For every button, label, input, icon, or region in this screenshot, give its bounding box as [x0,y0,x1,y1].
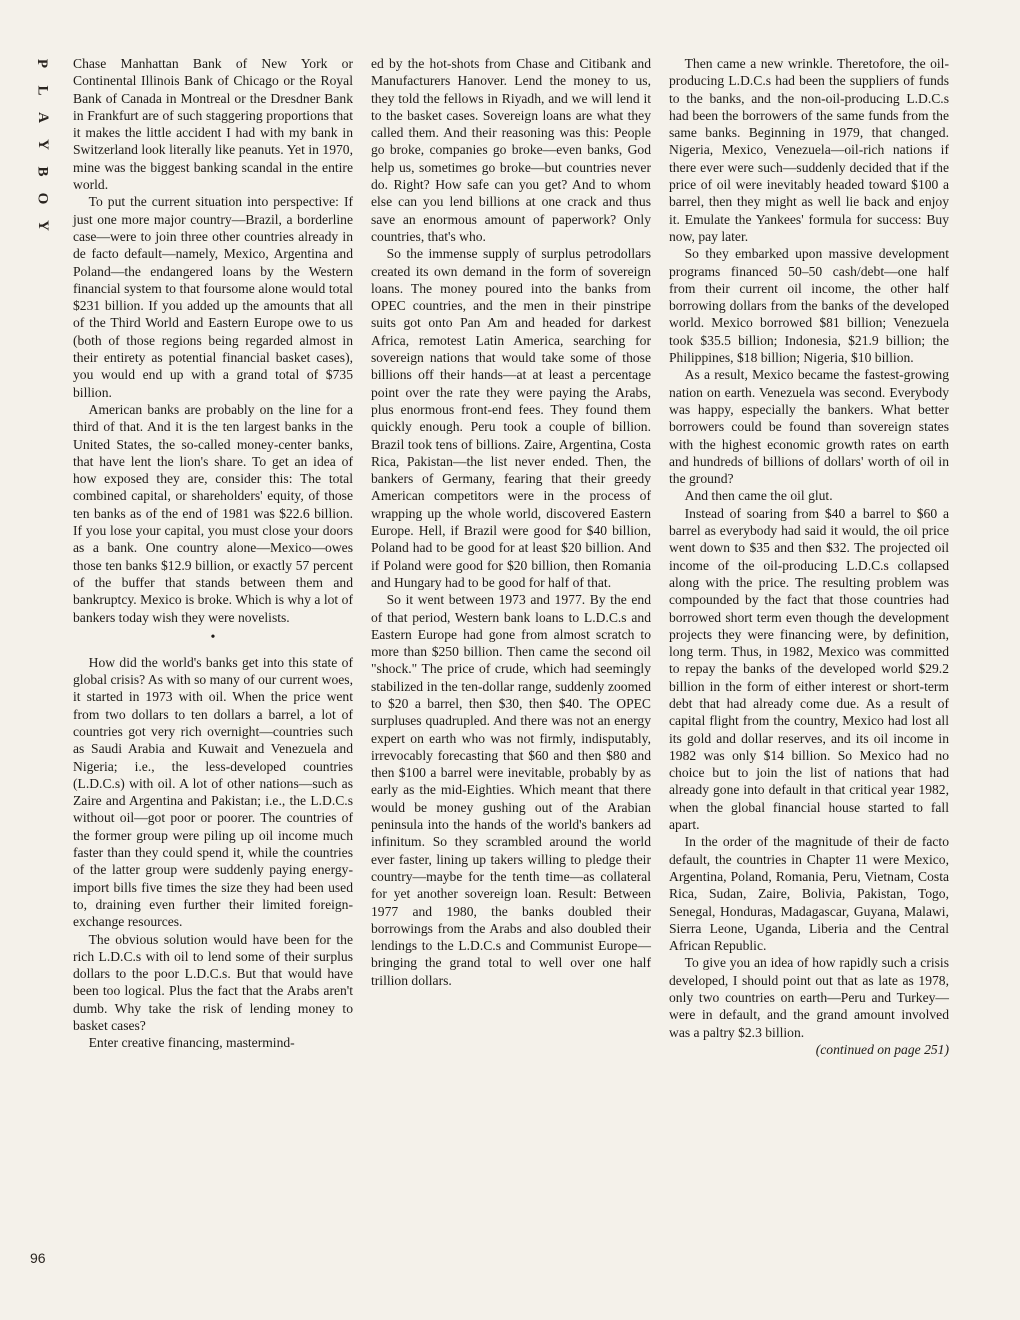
paragraph: American banks are probably on the line for a third of that. And it is the ten largest banks in the United States, the so-called money-center banks, that have lent the lion's share. To get an idea of how exposed they are, consider this: The total combined capital, or shareholders' equity, of those ten banks as of the end of 1981 was $22.6 billion. If you lose your capital, you must close your doors as a bank. One country alone—Mexico—owes those ten banks $12.9 billion, or exactly 57 percent of the buffer that stands between them and bankruptcy. Mexico is broke. Which is why a lot of bankers today wish they were novelists. [73,401,353,625]
paragraph: Instead of soaring from $40 a barrel to $60 a barrel as everybody had said it would, the oil price went down to $35 and then $32. The projected oil income of the oil-producing L.D.C.s collapsed along with the price. The resulting problem was compounded by the fact that those countries had borrowed short term even though the development projects they were financing were, by definition, long term. Thus, in 1982, Mexico was committed to repay the banks of the developed world $29.2 billion in the form of either interest or short-term debt that had already come due. As a result of capital flight from the country, Mexico had lost all its gold and dollar reserves, and its oil income in 1982 was only $14 billion. So Mexico had no choice but to join the list of nations that had already gone into default in that critical year 1982, when the global financial house started to fall apart. [669,505,949,833]
section-break-bullet: • [210,629,216,645]
masthead-letter: P [34,58,51,69]
paragraph: And then came the oil glut. [684,488,833,504]
paragraph: How did the world's banks get into this state of global crisis? As with so many of our current woes, it started in 1973 with oil. When the price went from two dollars to ten dollars a barrel, a lot of countries got very rich overnight—countries such as Saudi Arabia and Kuwait and Venezuela and Nigeria; i.e., the less-developed countries (L.D.C.s) with oil. A lot of other nations—such as Zaire and Argentina and Pakistan; i.e., the L.D.C.s without oil—got poor or poorer. The countries of the former group were piling up oil income much faster than they could spend it, while the countries of the latter group were suddenly paying energy-import bills five times the size they had been used to, draining even further their limited foreign-exchange resources. [73,654,353,930]
paragraph: The obvious solution would have been for the rich L.D.C.s with oil to lend some of their surplus dollars to the poor L.D.C.s. But that would have been too logical. Plus the fact that the Arabs aren't dumb. Why take the risk of lending money to basket cases? [73,931,353,1034]
masthead-letter: A [34,112,51,123]
paragraph: So the immense supply of surplus petrodollars created its own demand in the form of sovereign loans. The money poured into the banks from OPEC countries, and the men in their pinstripe suits got onto Pan Am and headed for darkest Africa, remotest Latin America, searching for sovereign nations that would take some of those billions off their hands—at at least a percentage point over the rate they were paying the Arabs, plus enormous front-end fees. They found them quickly enough. Peru took a couple of billion. Brazil took tens of billions. Zaire, Argentina, Costa Rica, Pakistan—the list never ended. Then, the bankers of Germany, fearing that their greedy American competitors were in the process of wrapping up the whole world, discovered Eastern Europe. Hell, if Brazil were good for $40 billion, Poland had to be good for at least $20 billion. And if Poland were good for $20 billion, then Romania and Hungary had to be good for half of that. [371,246,651,590]
paragraph: Then came a new wrinkle. Theretofore, the oil-producing L.D.C.s had been the suppliers of funds to the banks, and the non-oil-producing L.D.C.s had been the borrowers of the same funds from the same banks. Beginning in 1979, that changed. Nigeria, Mexico, Venezuela—oil-rich nations if there ever were such—suddenly decided that if the price of oil were inevitably headed toward $100 a barrel, then they might as well lie back and enjoy it. Emulate the Yankees' formula for success: Buy now, pay later. [669,56,949,244]
masthead-letter: Y [34,220,51,231]
paragraph: To give you an idea of how rapidly such a crisis developed, I should point out that as late as 1978, only two countries on earth—Peru and Turkey—were in default, and the grand amount involved was a paltry $2.3 billion. [669,955,949,1040]
masthead-letter: B [34,166,51,177]
masthead-letter: L [34,85,51,96]
page-number: 96 [30,1250,46,1266]
text-column-1 [73,55,353,1052]
masthead-vertical [28,50,56,239]
text-column-2 [371,55,651,989]
text-column-3 [669,55,949,1058]
paragraph: Chase Manhattan Bank of New York or Continental Illinois Bank of Chicago or the Royal Bank of Canada in Montreal or the Dresdner Bank in Frankfurt are of such staggering proportions that it makes the little accident I had with my bank in Switzerland look literally like peanuts. Yet in 1970, mine was the biggest banking scandal in the entire world. [73,56,353,193]
paragraph: ed by the hot-shots from Chase and Citibank and Manufacturers Hanover. Lend the money to us, they told the fellows in Riyadh, and we will lend it to the basket cases. Sovereign loans are what they called them. And their reasoning was this: People go broke, companies go broke—even banks, God help us, sometimes go broke—but countries never do. Right? How safe can you get? And to whom else can you lend billions at one crack and thus save an enormous amount of paperwork? Only countries, that's who. [371,56,651,244]
paragraph: So they embarked upon massive development programs financed 50–50 cash/debt—one half from their current oil income, the other half borrowing dollars from the banks of the developed world. Mexico borrowed $81 billion; Venezuela took $35.5 billion; Indonesia, $21.9 billion; the Philippines, $18 billion; Nigeria, $10 billion. [669,246,949,366]
paragraph: To put the current situation into perspective: If just one more major country—Brazil, a borderline case—were to join three other countries already in de facto default—namely, Mexico, Argentina and Poland—the endangered loans by the Western financial system to that foursome alone would total $231 billion. If you added up the amounts that all of the Third World and Eastern Europe owe to us (both of those regions being regarded almost in their entirety as potential financial basket cases), you would end up with a grand total of $735 billion. [73,194,353,400]
paragraph: Enter creative financing, mastermind- [88,1035,295,1051]
paragraph: So it went between 1973 and 1977. By the end of that period, Western bank loans to L.D.C.s and Eastern Europe had gone from almost scratch to more than $250 billion. Then came the second oil "shock." The price of crude, which had seemingly stabilized in the ten-dollar range, suddenly zoomed to $20 a barrel, then $30, then $40. The OPEC surpluses quadrupled. And there was not an energy expert on earth who was not firmly, indisputably, irrevocably forecasting that $60 and then $80 and then $100 a barrel were inevitable, probably by as early as the mid-Eighties. Which meant that there would be money gushing out of the Arabian peninsula into the hands of the world's bankers ad infinitum. So they scrambled around the world ever faster, lining up takers willing to pledge their country—maybe for the tenth time—as collateral for yet another sovereign loan. Result: Between 1977 and 1980, the banks doubled their borrowings from the Arabs and also doubled their lendings to the L.D.C.s and Communist Europe—bringing the grand total to well over one half trillion dollars. [371,592,651,988]
paragraph: In the order of the magnitude of their de facto default, the countries in Chapter 11 were Mexico, Argentina, Poland, Romania, Peru, Vietnam, Costa Rica, Sudan, Zaire, Bolivia, Pakistan, Togo, Senegal, Honduras, Madagascar, Guyana, Malawi, Sierra Leone, Uganda, Liberia and the Central African Republic. [669,834,949,954]
masthead-letter: O [34,192,51,205]
paragraph: As a result, Mexico became the fastest-growing nation on earth. Venezuela was second. Everybody was happy, especially the bankers. What better borrowers could be found than sovereign states with the highest economic growth rates on earth and hundreds of billions of dollars' worth of oil in the ground? [669,367,949,487]
masthead-letter: Y [34,139,51,150]
continued-text: (continued on page 251) [815,1041,949,1057]
continued-note [669,1041,949,1058]
